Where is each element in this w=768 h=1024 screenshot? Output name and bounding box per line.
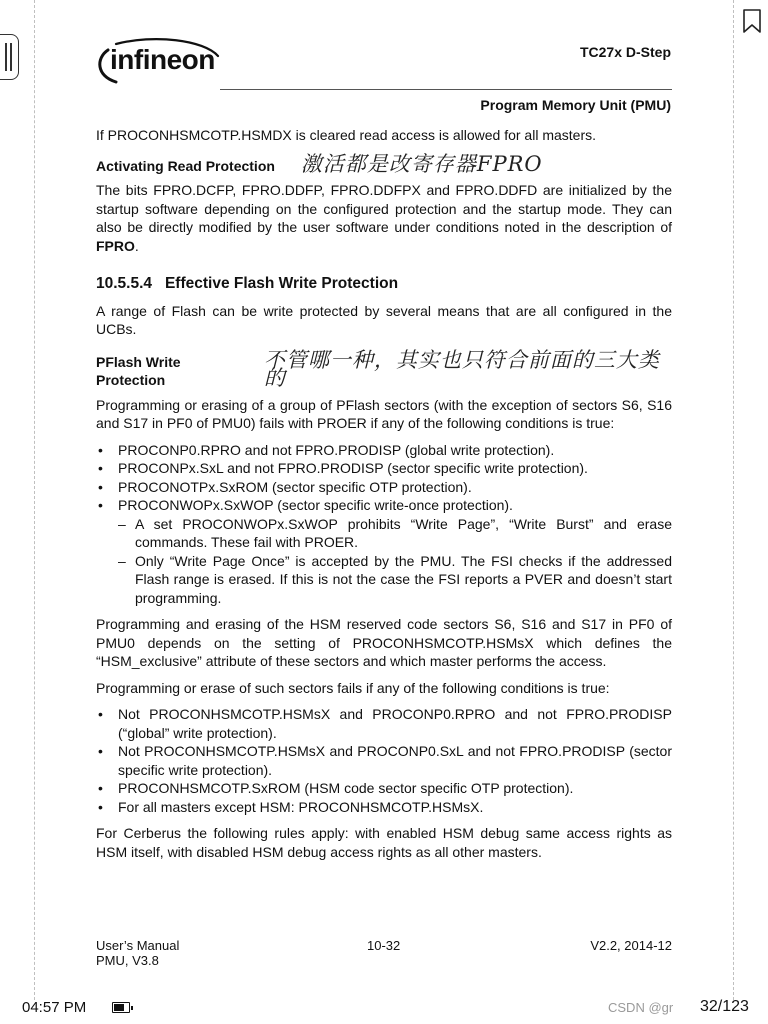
sublist-item: – A set PROCONWOPx.SxWOP prohibits “Write Page”, “Write Burst” and erase commands. These fail with PROER. [118, 515, 672, 552]
footer-version: PMU, V3.8 [96, 953, 159, 968]
section-title: Effective Flash Write Protection [164, 275, 399, 292]
list-item: • PROCONHSMCOTP.SxROM (HSM code sector specific OTP protection). [96, 779, 672, 798]
write-once-sublist [118, 515, 672, 608]
handwritten-note-1: 激活都是改寄存器FPRO [300, 151, 543, 176]
list-item: • Not PROCONHSMCOTP.HSMsX and PROCONP0.SxL and not FPRO.PRODISP (sector specific write protection). [96, 742, 672, 779]
csdn-watermark: CSDN @gr [608, 1000, 674, 1015]
bookmark-icon[interactable] [742, 8, 762, 34]
side-panel-handle-icon[interactable] [0, 34, 19, 80]
section-number: 10.5.5.4 [96, 275, 153, 292]
header-divider [220, 89, 672, 90]
section-intro: A range of Flash can be write protected by several means that are all configured in the UCBs. [96, 302, 672, 337]
chapter-title: Program Memory Unit (PMU) [480, 97, 671, 113]
list-item: • Not PROCONHSMCOTP.HSMsX and PROCONP0.RPRO and not FPRO.PRODISP (“global” write protection). [96, 705, 672, 742]
footer-left [96, 938, 179, 968]
infineon-logo [94, 36, 220, 90]
activating-read-protection-heading: Activating Read Protection [96, 157, 275, 174]
hsm-paragraph-2: Programming or erase of such sectors fails if any of the following conditions is true: [96, 679, 610, 696]
footer-manual: User’s Manual [96, 938, 180, 953]
pflash-conditions-list [96, 441, 672, 608]
fpro-reference: FPRO [96, 237, 135, 254]
page-indicator[interactable]: 32/123 [700, 998, 749, 1015]
list-item [96, 496, 672, 607]
cerberus-paragraph: For Cerberus the following rules apply: with enabled HSM debug same access rights as HSM itself, with disabled HSM debug access rights as all other masters. [96, 825, 672, 860]
hsm-conditions-list [96, 705, 672, 816]
hsm-paragraph-1: Programming and erasing of the HSM reserved code sectors S6, S16 and S17 in PF0 of PMU0 depends on the setting of PROCONHSMCOTP.HSMsX which defines the “HSM_exclusive” attribute of these sectors and which master performs the access. [96, 616, 672, 669]
footer-revision: V2.2, 2014-12 [590, 938, 672, 953]
right-margin-guide [733, 0, 734, 1000]
status-time: 04:57 PM [22, 999, 87, 1016]
activating-paragraph [96, 181, 672, 255]
list-item: • PROCONPx.SxL and not FPRO.PRODISP (sector specific write protection). [96, 459, 672, 478]
list-item: • For all masters except HSM: PROCONHSMCOTP.HSMsX. [96, 798, 672, 817]
battery-icon [112, 1002, 130, 1013]
intro-paragraph: If PROCONHSMCOTP.HSMDX is cleared read access is allowed for all masters. [96, 127, 596, 143]
handwritten-note-2: 不管哪一种，其实也只符合前面的三大类的 [263, 347, 660, 390]
sublist-item: – Only “Write Page Once” is accepted by the PMU. The FSI checks if the addressed Flash range is erased. If this is not the case the FSI reports a PVER and doesn’t start programming. [118, 552, 672, 608]
pflash-paragraph: Programming or erasing of a group of PFlash sectors (with the exception of sectors S6, S16 and S17 in PF0 of PMU0) fails with PROER if any of the following conditions is true: [96, 396, 672, 431]
section-heading [96, 275, 672, 294]
pflash-write-protection-heading: PFlash Write Protection [96, 353, 181, 388]
pflash-heading-row [96, 347, 672, 390]
document-title: TC27x D-Step [579, 44, 671, 60]
activating-text-end: . [134, 237, 139, 254]
logo-text: infineon [110, 44, 215, 75]
page-content [96, 126, 672, 869]
list-item-text: PROCONWOPx.SxWOP (sector specific write-once protection). [118, 497, 513, 513]
activating-text: The bits FPRO.DCFP, FPRO.DDFP, FPRO.DDFPX and FPRO.DDFD are initialized by the startup software depending on the configured protection and the startup mode. They can also be directly modified by the user software under conditions noted in the description of [96, 182, 672, 235]
list-item: • PROCONOTPx.SxROM (sector specific OTP protection). [96, 478, 672, 497]
activating-heading-row [96, 151, 672, 176]
left-margin-guide [34, 0, 35, 1000]
list-item: • PROCONP0.RPRO and not FPRO.PRODISP (global write protection). [96, 441, 672, 460]
footer-page-number: 10-32 [367, 938, 401, 953]
